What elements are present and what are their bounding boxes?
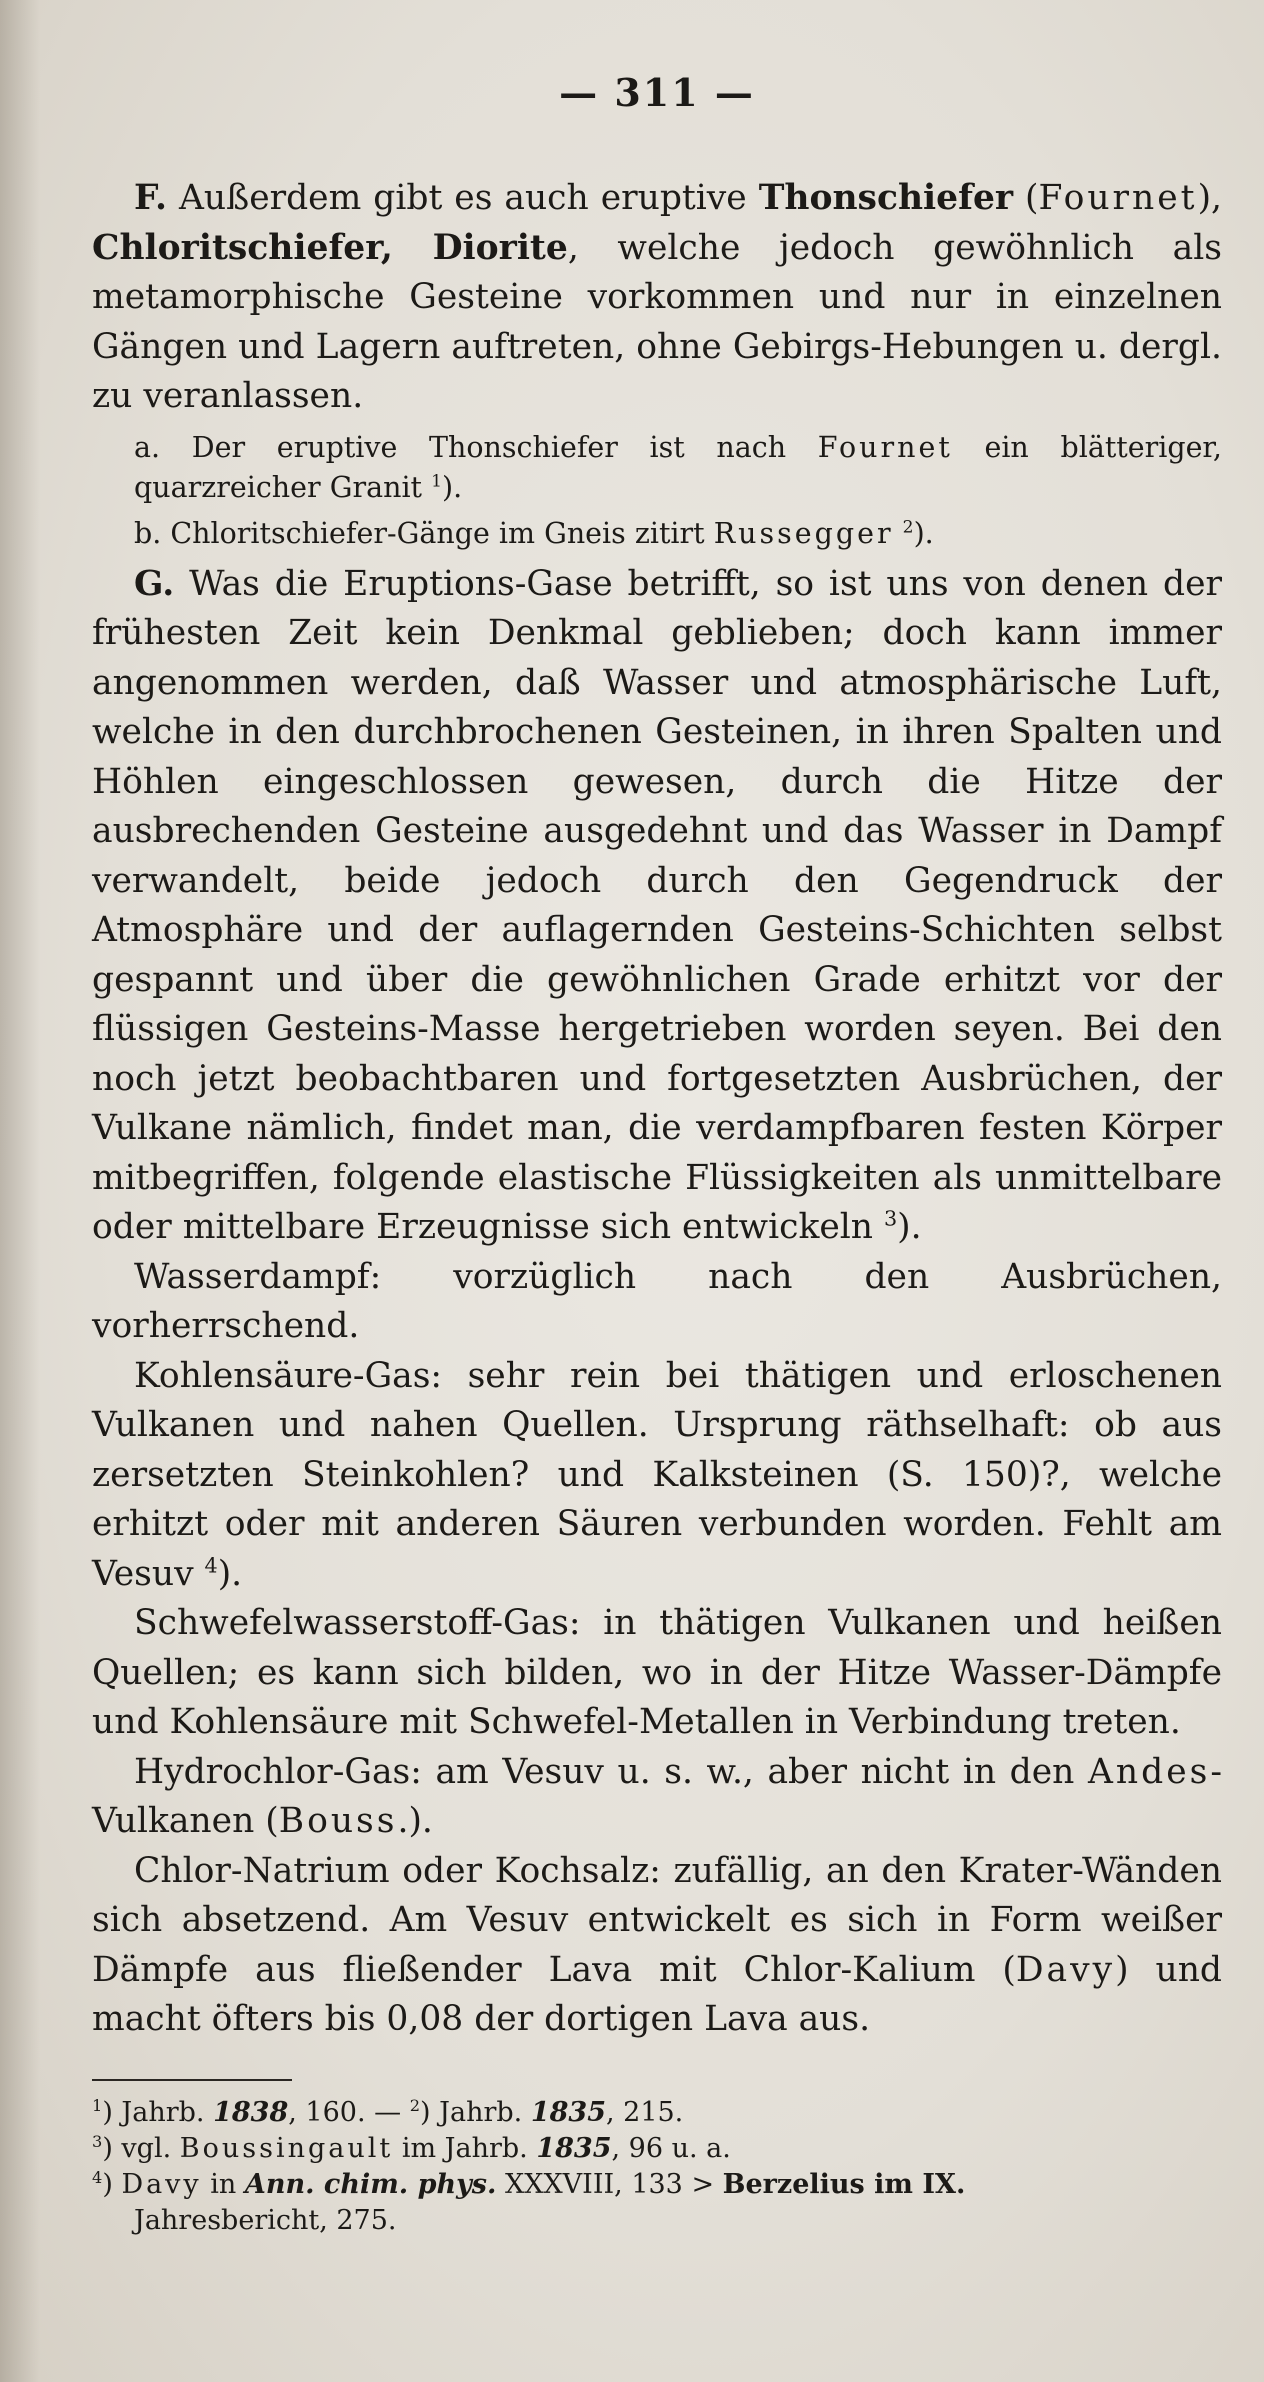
footnote-1-2 <box>92 2095 1222 2131</box>
note-b <box>92 514 1222 554</box>
footnote-number-4: 4 <box>92 2167 103 2187</box>
footnote-1-year: 1838 <box>213 2096 289 2128</box>
paragraph-g-text-1: Was die Eruptions-Gase betrifft, so ist uns von denen der frühesten Zeit kein Denkmal geblieben; doch kann immer angenommen werden, daß Wasser und atmosphärische Luft, welche in den durchbrochenen Gesteinen, in ihren Spalten und Höhlen eingeschlossen gewesen, durch die Hitze der ausbrechenden Gesteine ausgedehnt und das Wasser in Dampf verwandelt, beide jedoch durch den Gegendruck der Atmosphäre und der auflagernden Gesteins-Schichten selbst gespannt und über die gewöhnlichen Grade erhitzt vor der flüssigen Gesteins-Masse hergetrieben worden seyen. Bei den noch jetzt beobachtbaren und fortgesetzten Ausbrüchen, der Vulkane nämlich, findet man, die verdampfbaren festen Körper mitbegriffen, folgende elastische Flüssigkeiten als unmittelbare oder mittelbare Erzeugnisse sich entwickeln <box>92 563 1222 1247</box>
paragraph-g-text-2: ). <box>897 1207 922 1247</box>
footnote-ref-2: 2 <box>902 517 914 537</box>
paragraph-chlornatrium-text-1: Chlor-Natrium oder Kochsalz: zufällig, an den Krater-Wänden sich absetzend. Am Vesuv entwickelt es sich in Form weißer Dämpfe aus fließender Lava mit Chlor-Kalium ( <box>92 1850 1222 1990</box>
footnote-number-3: 3 <box>92 2131 103 2151</box>
paragraph-f-text-1: Außerdem gibt es auch eruptive <box>167 178 759 218</box>
footnote-4-berzelius: Berzelius im IX. <box>722 2168 966 2200</box>
paragraph-hydrochlor-text-1: Hydrochlor-Gas: am Vesuv u. s. w., aber nicht in den <box>134 1751 1088 1792</box>
paragraph-chlornatrium <box>92 1847 1222 2045</box>
footnote-4 <box>92 2167 1222 2239</box>
footnote-ref-1: 1 <box>431 471 442 491</box>
paragraph-schwefelwasserstoff: Schwefelwasserstoff-Gas: in thätigen Vulkanen und heißen Quellen; es kann sich bilden, wo in der Hitze Wasser-Dämpfe und Kohlensäure mit Schwefel-Metallen in Verbindung treten. <box>92 1603 1222 1742</box>
paragraph-g <box>92 560 1222 1253</box>
footnote-1-text-1: ) Jahrb. <box>102 2096 214 2128</box>
footnote-4-text-3: XXXVIII, 133 > <box>496 2168 723 2200</box>
note-a-author: Fournet <box>817 430 953 464</box>
footnote-3-text-1: ) vgl. <box>102 2132 180 2164</box>
section-mark-g: G. <box>134 563 175 604</box>
section-mark-f: F. <box>134 178 168 218</box>
note-b-author: Russegger <box>713 516 894 550</box>
footnote-1-text-2: , 160. — <box>288 2096 410 2128</box>
paragraph-hydrochlor-text-2: -Vulkanen ( <box>92 1751 1222 1841</box>
footnote-3-year: 1835 <box>536 2132 612 2164</box>
footnote-2-text-2: , 215. <box>605 2096 684 2128</box>
paragraph-hydrochlor <box>92 1748 1222 1847</box>
place-andes: Andes <box>1087 1751 1211 1792</box>
footnote-divider <box>92 2079 292 2081</box>
page-text <box>92 70 1222 2239</box>
footnote-3 <box>92 2131 1222 2167</box>
paragraph-kohlensaeure-text-2: ). <box>217 1553 243 1594</box>
footnote-2-text-1: ) Jahrb. <box>420 2096 531 2128</box>
footnote-4-text-2: in <box>201 2168 245 2200</box>
note-a-text-2: ein blätteriger, quarzreicher Granit <box>134 430 1222 504</box>
paragraph-kohlensaeure-text-1: Kohlensäure-Gas: sehr rein bei thätigen und erloschenen Vulkanen und nahen Quellen. Ursprung räthselhaft: ob aus zersetzten Steinkohlen? und Kalksteinen (S. 150)?, welche erhitzt oder mit anderen Säuren verbunden worden. Fehlt am Vesuv <box>92 1355 1222 1594</box>
author-bouss: Bouss <box>278 1801 398 1841</box>
footnote-4-author: Davy <box>121 2168 202 2200</box>
note-b-text-1: b. Chloritschiefer-Gänge im Gneis zitirt <box>134 516 714 550</box>
note-a-text-3: ). <box>441 470 463 504</box>
note-a <box>92 428 1222 508</box>
paragraph-f-text-2: ( <box>1013 178 1039 218</box>
page-number: — 311 — <box>559 70 755 115</box>
term-chloritschiefer-diorite: Chloritschiefer, Diorite <box>92 227 568 268</box>
footnote-ref-3: 3 <box>883 1206 898 1231</box>
author-davy: Davy <box>1015 1949 1116 1990</box>
footnote-3-text-3: , 96 u. a. <box>611 2132 731 2164</box>
footnote-number-2: 2 <box>409 2095 421 2115</box>
footnote-4-continuation: Jahresbericht, 275. <box>134 2204 397 2236</box>
author-fournet: Fournet <box>1038 178 1198 218</box>
note-b-text-2 <box>894 517 903 550</box>
paragraph-chlornatrium-text-2: ) und macht öfters bis 0,08 der dortigen Lava aus. <box>92 1949 1222 2039</box>
footnote-4-journal: Ann. chim. phys. <box>244 2168 497 2200</box>
gutter-shadow <box>0 0 40 2382</box>
footnote-2-year: 1835 <box>530 2096 606 2128</box>
paragraph-wasserdampf: Wasserdampf: vorzüglich nach den Ausbrüchen, vorherrschend. <box>92 1256 1222 1346</box>
footnote-ref-4: 4 <box>204 1553 218 1577</box>
paragraph-f <box>92 174 1222 422</box>
footnote-3-author: Boussingault <box>179 2132 394 2164</box>
term-thonschiefer: Thonschiefer <box>758 178 1014 218</box>
footnote-number-1: 1 <box>92 2095 103 2115</box>
footnote-4-text-1: ) <box>102 2168 122 2200</box>
paragraph-kohlensaeure <box>92 1352 1222 1600</box>
note-a-text-1: a. Der eruptive Thonschiefer ist nach <box>134 430 818 464</box>
note-b-text-3: ). <box>913 516 934 550</box>
paragraph-f-text-4: , welche jedoch gewöhnlich als metamorphische Gesteine vorkommen und nur in einzelnen Gängen und Lagern auftreten, ohne Gebirgs-Hebungen u. dergl. zu veranlassen. <box>92 227 1222 416</box>
paragraph-f-text-3: ), <box>1197 178 1222 218</box>
footnote-3-text-2: im Jahrb. <box>393 2132 537 2164</box>
paragraph-hydrochlor-text-3: .). <box>397 1801 433 1841</box>
